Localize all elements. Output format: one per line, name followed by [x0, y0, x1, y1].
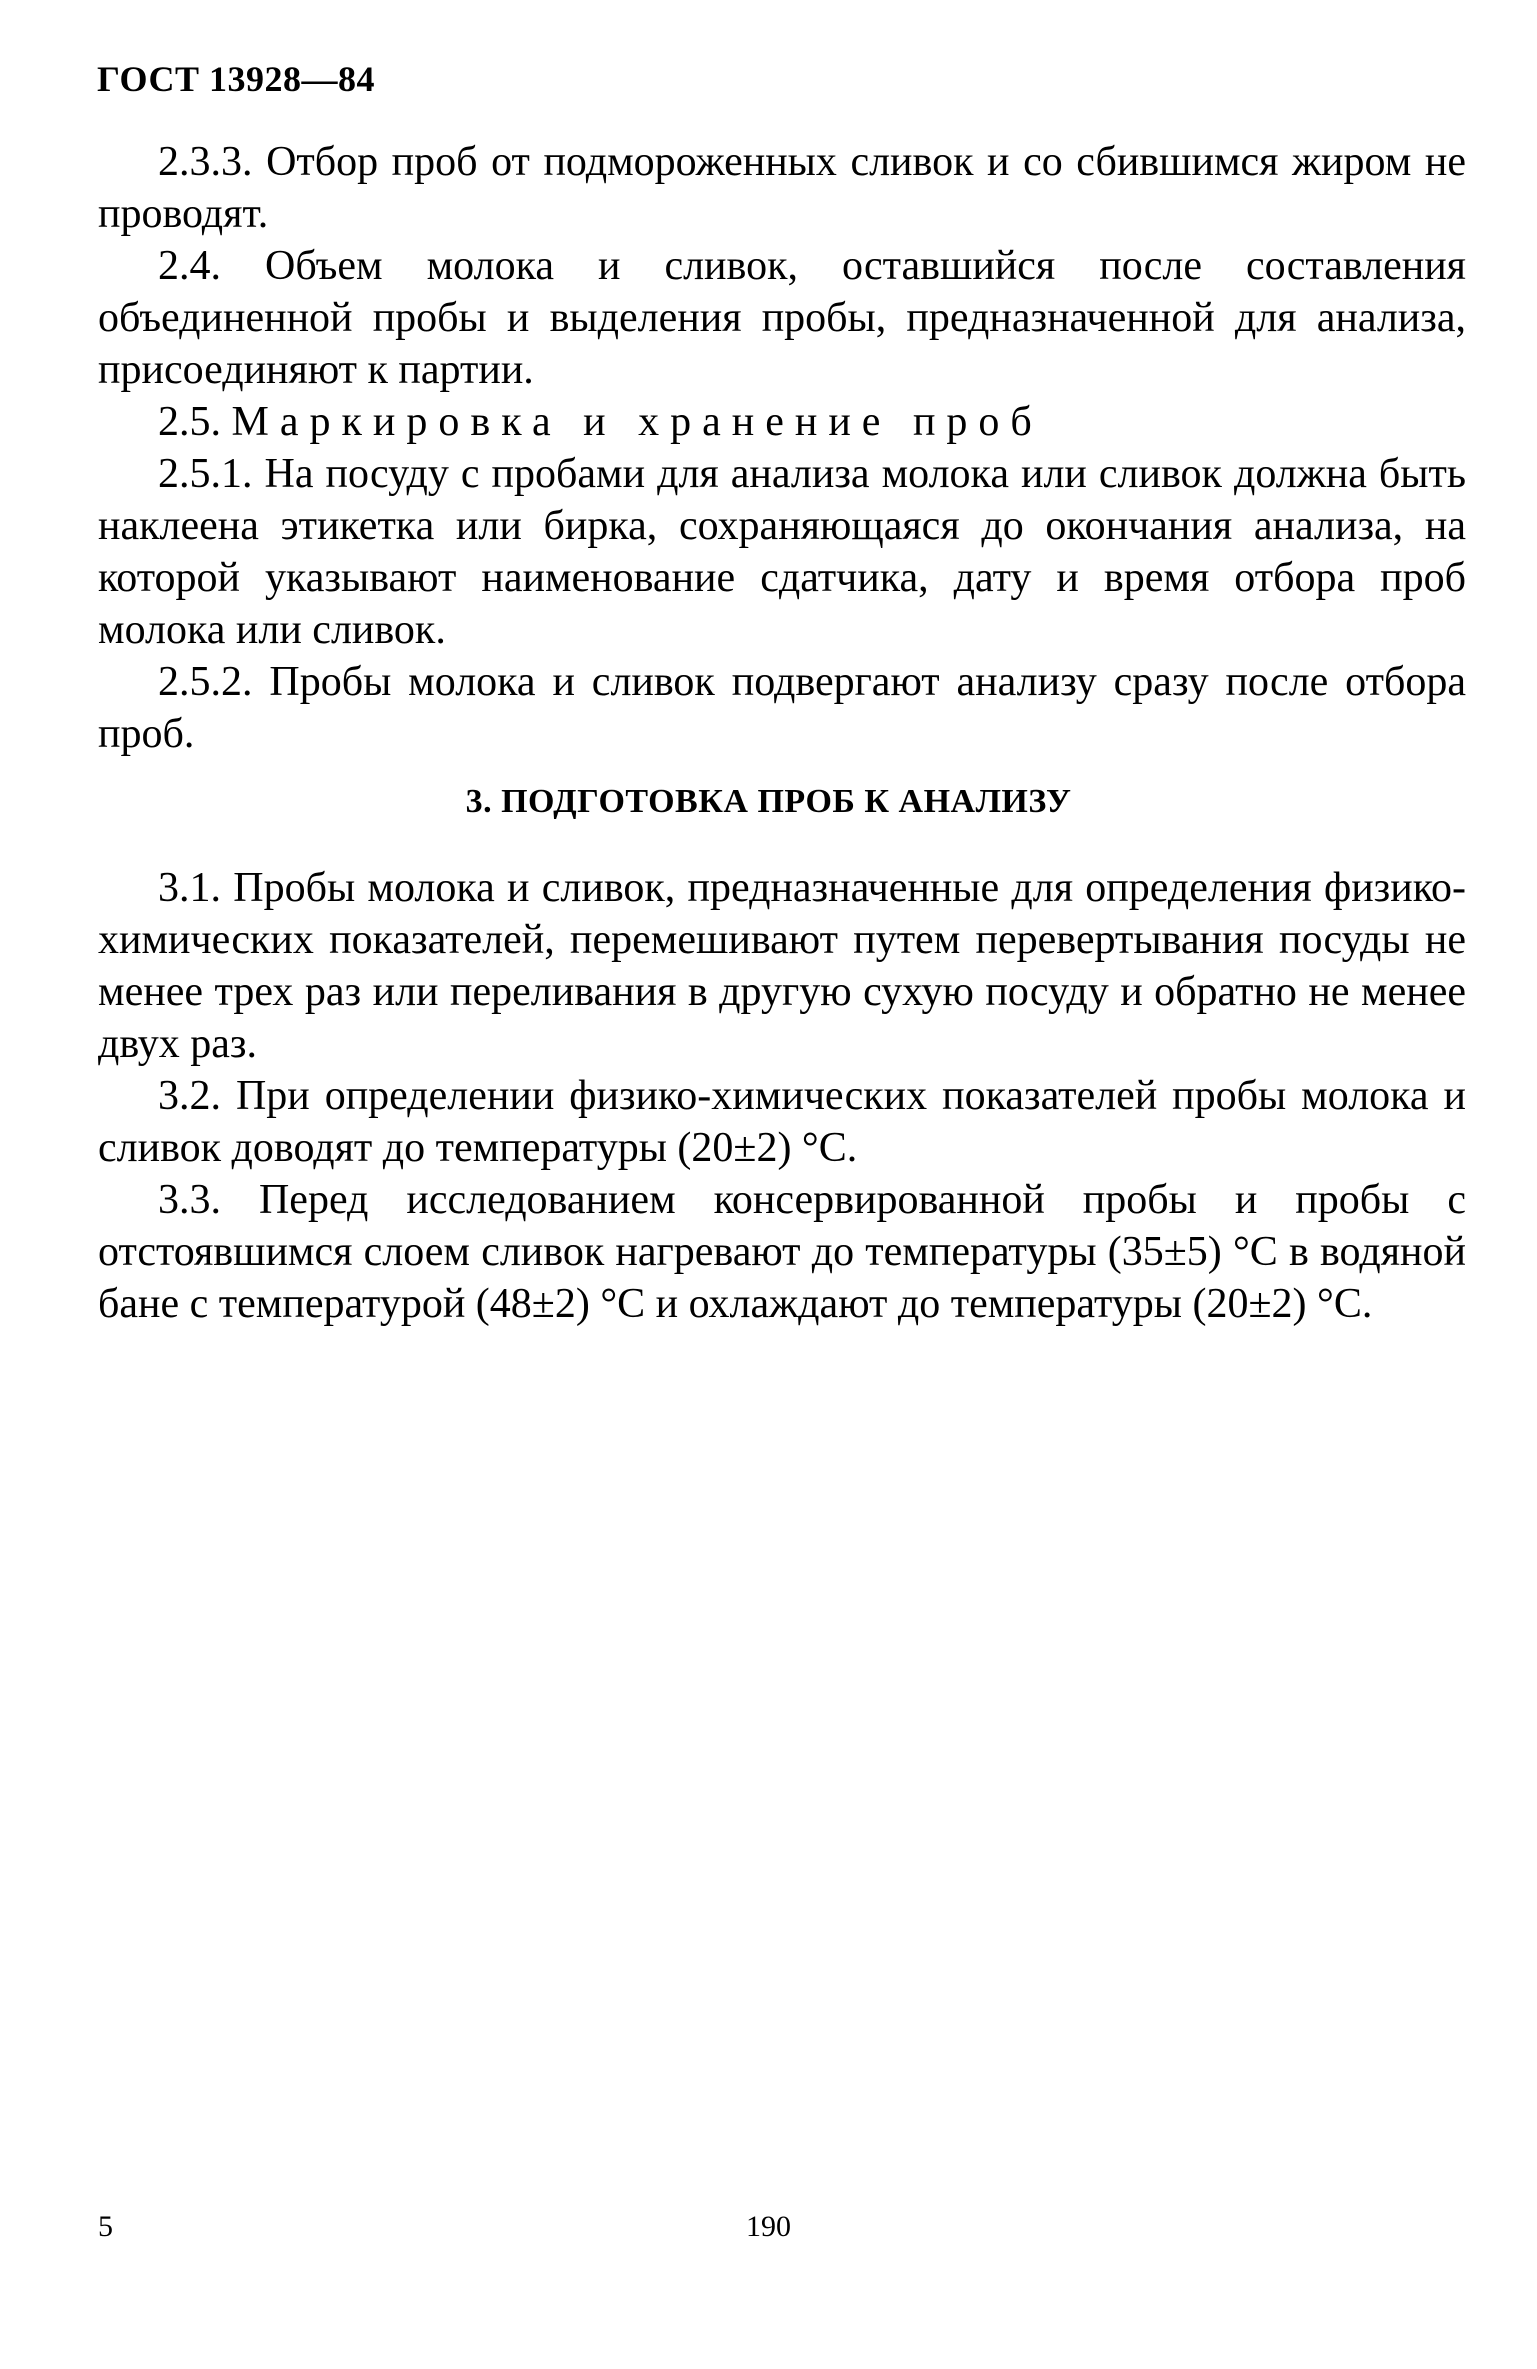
paragraph-2-5-2: 2.5.2. Пробы молока и сливок подвергают анализу сразу после отбора проб. [98, 659, 1466, 757]
paragraph-3-3: 3.3. Перед исследованием консервированной пробы и пробы с отстоявшимся слоем сливок нагревают до температуры (35±5) °С в водяной бане с температурой (48±2) °С и охлаждают до температуры (20±2) °С. [98, 1177, 1466, 1327]
paragraph-2-5-1: 2.5.1. На посуду с пробами для анализа молока или сливок должна быть наклеена этикетка или бирка, сохраняющаяся до окончания анализа, на которой указывают наименование сдатчика, дату и время отбора проб молока или сливок. [98, 451, 1466, 653]
document-header: ГОСТ 13928—84 [97, 59, 375, 99]
text-block-section-3 [98, 862, 1466, 1330]
subheading-title: Маркировка и хранение проб [231, 399, 1043, 445]
paragraph-2-4: 2.4. Объем молока и сливок, оставшийся после составления объединенной пробы и выделения пробы, предназначенной для анализа, присоединяют к партии. [98, 243, 1466, 393]
footer-mark: 5 [98, 2210, 113, 2243]
paragraph-3-1: 3.1. Пробы молока и сливок, предназначенные для определения физико-химических показателей, перемешивают путем перевертывания посуды не менее трех раз или переливания в другую сухую посуду и обратно не менее двух раз. [98, 865, 1466, 1067]
subheading-2-5 [98, 396, 1466, 448]
section-heading: 3. ПОДГОТОВКА ПРОБ К АНАЛИЗУ [465, 783, 1072, 820]
text-block-section-2 [98, 136, 1466, 760]
paragraph-2-3-3: 2.3.3. Отбор проб от подмороженных сливок и со сбившимся жиром не проводят. [98, 139, 1466, 237]
page-number: 190 [746, 2210, 791, 2243]
paragraph-3-2: 3.2. При определении физико-химических показателей пробы молока и сливок доводят до температуры (20±2) °С. [98, 1073, 1466, 1171]
subheading-number: 2.5. [158, 399, 221, 445]
